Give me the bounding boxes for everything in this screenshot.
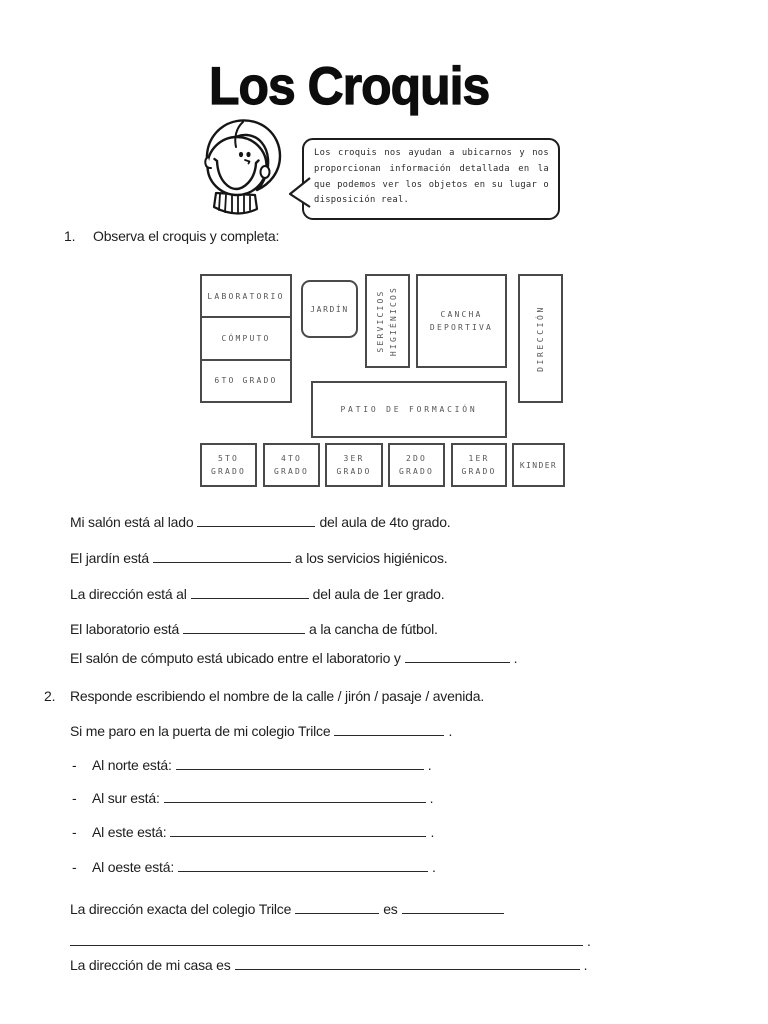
bubble-text-line: que podemos ver los objetos en su lugar o [314, 179, 549, 190]
direction-item-este: - Al este está: . [72, 824, 435, 840]
bubble-text-line: disposición real. [314, 195, 410, 206]
fill-sentence: El laboratorio está a la cancha de fútbol. [70, 621, 438, 637]
speech-bubble [302, 138, 560, 220]
answer-blank [70, 933, 583, 946]
direction-item-oeste: - Al oeste está: . [72, 859, 436, 875]
answer-blank [191, 586, 309, 599]
exercise2-number: 2. [44, 688, 56, 704]
room-servicios-higienicos: SERVICIOS HIGIÉNICOS [365, 274, 410, 368]
room-stack [200, 274, 292, 403]
answer-blank [295, 901, 379, 914]
fill-sentence: El salón de cómputo está ubicado entre el laboratorio y . [70, 650, 518, 666]
answer-blank [402, 901, 504, 914]
answer-blank [164, 790, 426, 803]
bullet-dash: - [72, 757, 77, 773]
bubble-text-line: proporcionan información detallada en la [314, 163, 549, 174]
direction-item-sur: - Al sur está: . [72, 790, 434, 806]
room-4to-grado: 4TO GRADO [263, 443, 320, 487]
answer-blank [334, 723, 444, 736]
room-jardin: JARDÍN [301, 280, 358, 338]
exercise1-instruction: Observa el croquis y completa: [93, 228, 280, 244]
fill-sentence: Si me paro en la puerta de mi colegio Trilce . [70, 723, 453, 739]
room-kinder: KINDER [512, 443, 565, 487]
exercise1-number: 1. [64, 228, 76, 244]
room-6to-grado: 6TO GRADO [202, 359, 290, 401]
bullet-dash: - [72, 824, 77, 840]
fill-sentence: La dirección está al del aula de 1er grado. [70, 586, 445, 602]
fill-sentence: El jardín está a los servicios higiénicos. [70, 550, 448, 566]
home-address-line: La dirección de mi casa es . [70, 957, 588, 973]
answer-blank [176, 757, 424, 770]
page-title: Los Croquis [209, 57, 490, 116]
fill-sentence: Mi salón está al lado del aula de 4to grado. [70, 514, 451, 530]
speech-bubble-tail [288, 176, 312, 210]
exact-address-line: La dirección exacta del colegio Trilce es [70, 901, 508, 917]
direction-item-norte: - Al norte está: . [72, 757, 432, 773]
room-cancha-deportiva: CANCHA DEPORTIVA [416, 274, 507, 368]
room-5to-grado: 5TO GRADO [200, 443, 257, 487]
right-eye [246, 152, 250, 157]
answer-blank [197, 514, 315, 527]
bullet-dash: - [72, 859, 77, 875]
answer-blank [235, 957, 580, 970]
room-laboratorio: LABORATORIO [207, 291, 285, 301]
exact-address-continuation: . [70, 933, 591, 949]
answer-blank [183, 621, 305, 634]
answer-blank [178, 859, 428, 872]
student-face-illustration [204, 118, 288, 218]
bubble-text-line: Los croquis nos ayudan a ubicarnos y nos [314, 148, 549, 158]
answer-blank [170, 824, 426, 837]
exercise2-instruction: Responde escribiendo el nombre de la calle / jirón / pasaje / avenida. [70, 688, 485, 704]
bullet-dash: - [72, 790, 77, 806]
room-direccion: DIRECCIÓN [518, 274, 563, 403]
room-1er-grado: 1ER GRADO [451, 443, 507, 487]
right-ear [261, 166, 270, 178]
room-computo: CÓMPUTO [202, 316, 290, 358]
room-3er-grado: 3ER GRADO [325, 443, 383, 487]
answer-blank [405, 650, 510, 663]
answer-blank [153, 550, 291, 563]
room-patio-formacion: PATIO DE FORMACIÓN [311, 381, 507, 438]
left-eye [239, 152, 243, 157]
room-2do-grado: 2DO GRADO [388, 443, 445, 487]
